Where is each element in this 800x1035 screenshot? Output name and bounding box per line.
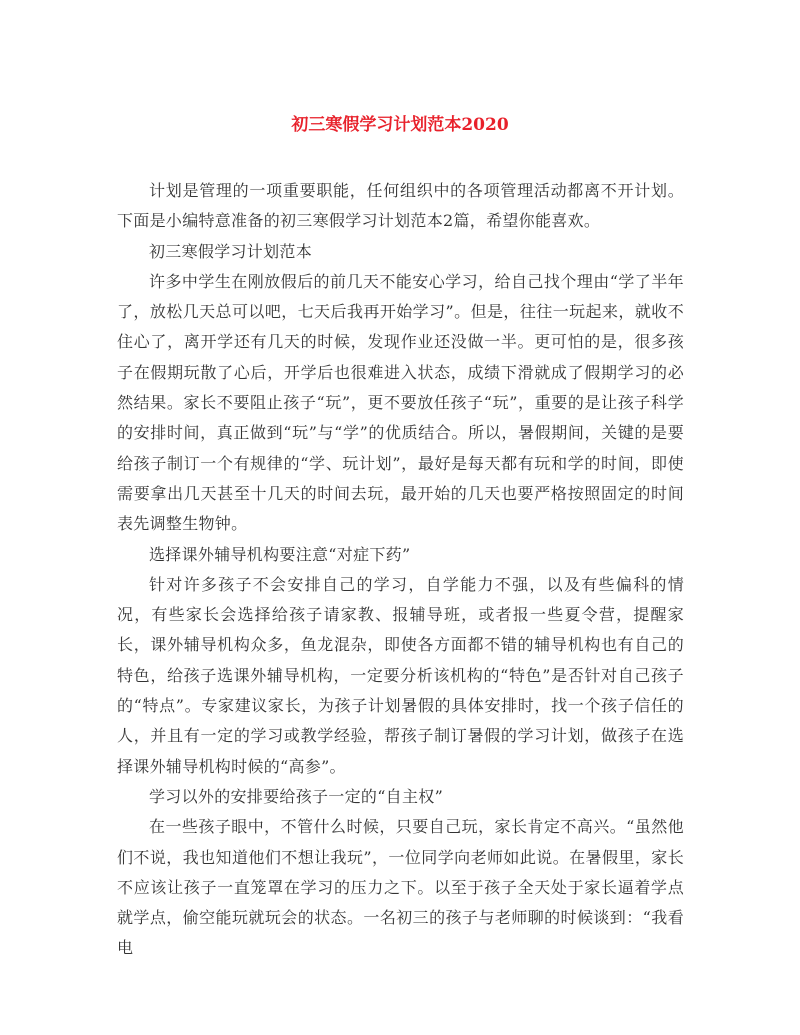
intro-paragraph: 计划是管理的一项重要职能，任何组织中的各项管理活动都离不开计划。下面是小编特意准备的初三寒假学习计划范本2篇，希望你能喜欢。 <box>117 181 684 231</box>
body-paragraph-play-and-study: 许多中学生在刚放假后的前几天不能安心学习，给自己找个理由“学了半年了，放松几天总可以吧，七天后我再开始学习”。但是，往往一玩起来，就收不住心了，离开学还有几天的时候，发现作业还没做一半。更可怕的是，很多孩子在假期玩散了心后，开学后也很难进入状态，成绩下滑就成了假期学习的必然结果。家长不要阻止孩子“玩”，更不要放任孩子“玩”，重要的是让孩子科学的安排时间，真正做到“玩”与“学”的优质结合。所以，暑假期间，关键的是要给孩子制订一个有规律的“学、玩计划”，最好是每天都有玩和学的时间，即使需要拿出几天甚至十几天的时间去玩，最开始的几天也要严格按照固定的时间表先调整生物钟。 <box>117 271 684 534</box>
document-body <box>117 176 684 964</box>
section-heading-autonomy: 学习以外的安排要给孩子一定的“自主权” <box>149 786 444 806</box>
document-title: 初三寒假学习计划范本2020 <box>291 115 509 135</box>
section-heading-plan: 初三寒假学习计划范本 <box>149 241 313 261</box>
section-heading-tutoring: 选择课外辅导机构要注意“对症下药” <box>149 544 411 564</box>
body-paragraph-tutoring: 针对许多孩子不会安排自己的学习，自学能力不强，以及有些偏科的情况，有些家长会选择给孩子请家教、报辅导班，或者报一些夏令营，提醒家长，课外辅导机构众多，鱼龙混杂，即使各方面都不错的辅导机构也有自己的特色，给孩子选课外辅导机构，一定要分析该机构的“特色”是否针对自己孩子的“特点”。专家建议家长，为孩子计划暑假的具体安排时，找一个孩子信任的人，并且有一定的学习或教学经验，帮孩子制订暑假的学习计划，做孩子在选择课外辅导机构时候的“高参”。 <box>117 574 684 776</box>
body-paragraph-autonomy: 在一些孩子眼中，不管什么时候，只要自己玩，家长肯定不高兴。“虽然他们不说，我也知道他们不想让我玩”，一位同学向老师如此说。在暑假里，家长不应该让孩子一直笼罩在学习的压力之下。以至于孩子全天处于家长逼着学点就学点，偷空能玩就玩会的状态。一名初三的孩子与老师聊的时候谈到：“我看电 <box>117 817 684 958</box>
